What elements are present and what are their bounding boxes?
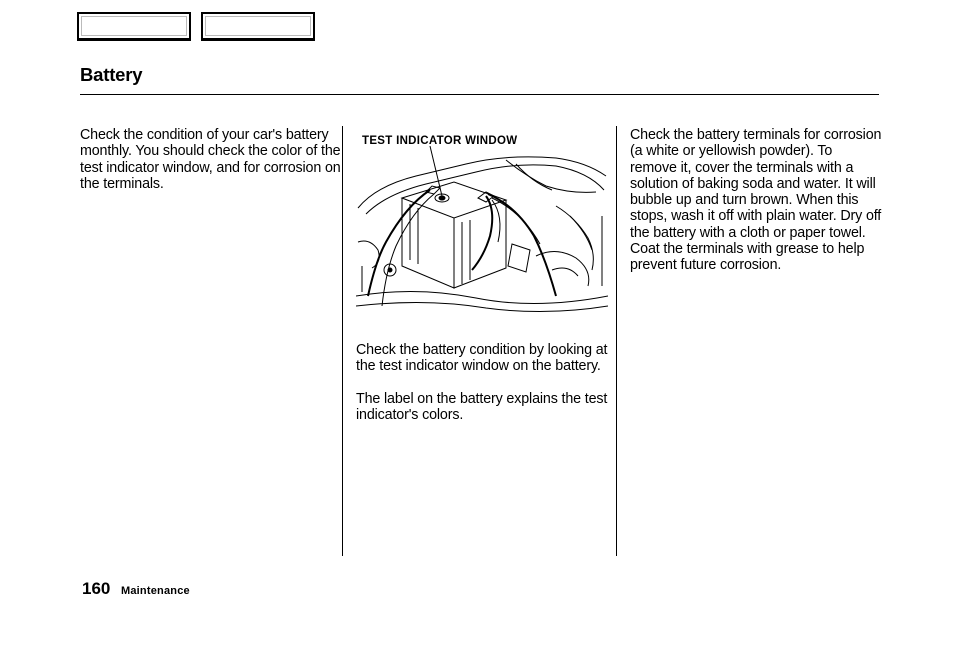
battery-illustration xyxy=(356,146,608,318)
column-divider-1 xyxy=(342,126,343,556)
page-title: Battery xyxy=(80,64,143,85)
previous-page-button[interactable] xyxy=(77,12,191,41)
title-divider xyxy=(80,94,879,95)
column-divider-2 xyxy=(616,126,617,556)
button-bevel xyxy=(81,16,187,36)
button-bevel xyxy=(205,16,311,36)
intro-paragraph: Check the condition of your car's battery monthly. You should check the color of the test indicator window, and for corrosion on the terminals. xyxy=(80,127,341,192)
section-name: Maintenance xyxy=(121,585,190,597)
next-page-button[interactable] xyxy=(201,12,315,41)
figure-callout-label: TEST INDICATOR WINDOW xyxy=(362,135,518,147)
label-explanation-paragraph: The label on the battery explains the test indicator's colors. xyxy=(356,391,608,424)
page-number: 160 xyxy=(82,579,111,598)
indicator-check-paragraph: Check the battery condition by looking at the test indicator window on the battery. xyxy=(356,342,608,375)
battery-cable xyxy=(368,190,430,296)
corrosion-paragraph: Check the battery terminals for corrosion (a white or yellowish powder). To remove it, cover the terminals with a solution of baking soda and water. It will bubble up and turn brown. When this stops, wash it off with plain water. Dry off the battery with a cloth or paper towel. Coat the terminals with grease to help prevent future corrosion. xyxy=(630,127,882,274)
